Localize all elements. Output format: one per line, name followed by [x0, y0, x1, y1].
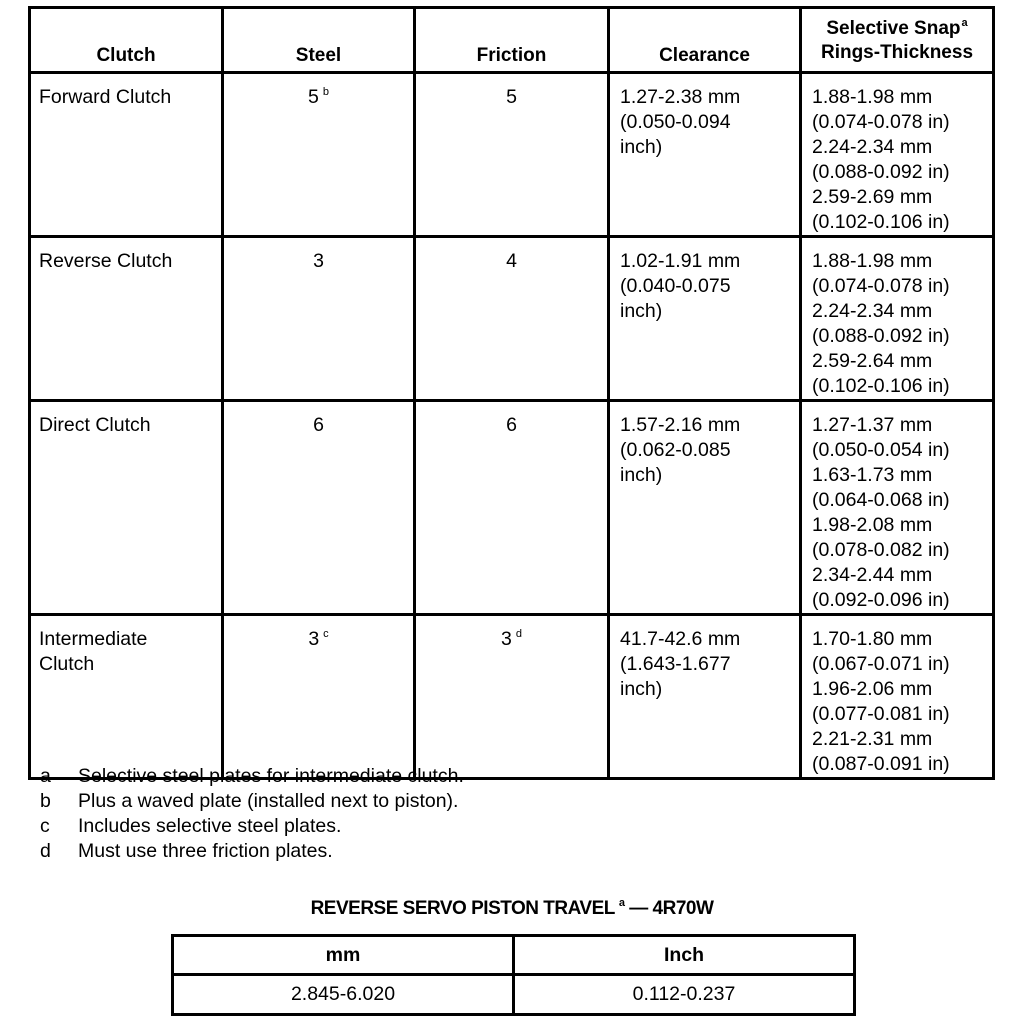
footnote-letter: d [40, 840, 51, 862]
snap-ring-line: 2.24-2.34 mm [812, 136, 933, 158]
header-clearance: Clearance [609, 8, 801, 73]
header-selective-snap-rings [801, 8, 994, 73]
servo-title-footnote-mark: a [618, 897, 625, 909]
snap-rings-cell [801, 237, 994, 401]
snap-ring-line: (0.088-0.092 in) [812, 325, 950, 347]
clutch-name: Intermediate [39, 628, 148, 650]
header-selective-line1: Selective Snap [826, 18, 961, 39]
clutch-name-cell [30, 73, 223, 237]
steel-footnote-mark: b [322, 86, 329, 98]
header-clutch: Clutch [30, 8, 223, 73]
footnote-letter: a [40, 765, 51, 787]
clearance-cell [609, 73, 801, 237]
servo-value-mm: 2.845-6.020 [173, 975, 514, 1015]
clearance-line: inch) [620, 464, 663, 486]
clearance-line: (0.040-0.075 [620, 275, 731, 297]
clearance-cell [609, 237, 801, 401]
header-friction: Friction [415, 8, 609, 73]
table-row [30, 401, 994, 615]
friction-count: 5 [506, 86, 517, 108]
friction-cell [415, 73, 609, 237]
clearance-line: inch) [620, 678, 663, 700]
snap-ring-line: 1.96-2.06 mm [812, 678, 933, 700]
servo-header-row [173, 936, 855, 975]
clearance-line: (1.643-1.677 [620, 653, 731, 675]
header-selective-line2: Rings-Thickness [820, 42, 974, 63]
table-row [30, 73, 994, 237]
clearance-cell [609, 615, 801, 779]
table-row [30, 237, 994, 401]
snap-ring-line: 1.63-1.73 mm [812, 464, 933, 486]
steel-cell [223, 615, 415, 779]
steel-count: 6 [313, 414, 324, 436]
clearance-line: (0.062-0.085 [620, 439, 731, 461]
friction-count: 4 [506, 250, 517, 272]
snap-ring-line: 1.27-1.37 mm [812, 414, 933, 436]
friction-cell [415, 615, 609, 779]
snap-ring-line: 1.88-1.98 mm [812, 250, 933, 272]
servo-value-inch: 0.112-0.237 [514, 975, 855, 1015]
table-row [30, 615, 994, 779]
snap-ring-line: 1.88-1.98 mm [812, 86, 933, 108]
friction-cell [415, 401, 609, 615]
clearance-line: 1.27-2.38 mm [620, 86, 741, 108]
friction-count: 3 [501, 628, 512, 650]
footnote-text: Plus a waved plate (installed next to piston). [78, 790, 459, 812]
header-selective-footnote-mark: a [961, 17, 968, 29]
snap-ring-line: (0.092-0.096 in) [812, 589, 950, 611]
snap-ring-line: (0.078-0.082 in) [812, 539, 950, 561]
header-mm: mm [173, 936, 514, 975]
snap-ring-line: (0.074-0.078 in) [812, 111, 950, 133]
footnote-letter: b [40, 790, 51, 812]
clearance-line: inch) [620, 136, 663, 158]
snap-ring-line: 2.21-2.31 mm [812, 728, 933, 750]
clutch-name: Forward Clutch [39, 86, 172, 108]
clearance-line: 1.57-2.16 mm [620, 414, 741, 436]
servo-table-title [0, 898, 1024, 920]
table-header-row [30, 8, 994, 73]
friction-footnote-mark: d [515, 628, 522, 640]
friction-cell [415, 237, 609, 401]
steel-cell [223, 237, 415, 401]
servo-title-suffix: — 4R70W [624, 898, 714, 919]
servo-value-row [173, 975, 855, 1015]
footnote-text: Includes selective steel plates. [78, 815, 342, 837]
snap-ring-line: 2.24-2.34 mm [812, 300, 933, 322]
steel-count: 3 [308, 628, 320, 650]
footnote-item [40, 789, 464, 814]
clearance-line: 41.7-42.6 mm [620, 628, 741, 650]
snap-ring-line: (0.067-0.071 in) [812, 653, 950, 675]
snap-ring-line: (0.077-0.081 in) [812, 703, 950, 725]
clearance-line: 1.02-1.91 mm [620, 250, 741, 272]
snap-ring-line: 1.70-1.80 mm [812, 628, 933, 650]
snap-ring-line: 2.34-2.44 mm [812, 564, 933, 586]
footnote-text: Must use three friction plates. [78, 840, 333, 862]
snap-ring-line: (0.087-0.091 in) [812, 753, 950, 775]
header-inch: Inch [514, 936, 855, 975]
footnote-item [40, 814, 464, 839]
footnote-item [40, 764, 464, 789]
clearance-line: (0.050-0.094 [620, 111, 731, 133]
steel-cell [223, 401, 415, 615]
clutch-name-line2: Clutch [39, 653, 95, 675]
footnotes-list [40, 764, 464, 864]
clearance-cell [609, 401, 801, 615]
clearance-line: inch) [620, 300, 663, 322]
snap-rings-cell [801, 401, 994, 615]
steel-count: 5 [308, 86, 319, 108]
clutch-name: Reverse Clutch [39, 250, 173, 272]
snap-ring-line: (0.102-0.106 in) [812, 211, 950, 233]
footnote-item [40, 839, 464, 864]
snap-rings-cell [801, 615, 994, 779]
snap-ring-line: 1.98-2.08 mm [812, 514, 933, 536]
snap-ring-line: (0.064-0.068 in) [812, 489, 950, 511]
clutch-name-cell [30, 237, 223, 401]
steel-footnote-mark: c [323, 628, 329, 640]
snap-ring-line: (0.088-0.092 in) [812, 161, 950, 183]
clutch-name-cell [30, 401, 223, 615]
clutch-name-cell [30, 615, 223, 779]
snap-ring-line: (0.050-0.054 in) [812, 439, 950, 461]
footnote-letter: c [40, 815, 50, 837]
snap-ring-line: (0.102-0.106 in) [812, 375, 950, 397]
snap-ring-line: 2.59-2.64 mm [812, 350, 933, 372]
clutch-name: Direct Clutch [39, 414, 151, 436]
header-steel: Steel [223, 8, 415, 73]
snap-ring-line: 2.59-2.69 mm [812, 186, 933, 208]
steel-count: 3 [313, 250, 324, 272]
snap-rings-cell [801, 73, 994, 237]
friction-count: 6 [506, 414, 517, 436]
steel-cell [223, 73, 415, 237]
clutch-specifications-table [28, 6, 995, 780]
snap-ring-line: (0.074-0.078 in) [812, 275, 950, 297]
servo-title-main: REVERSE SERVO PISTON TRAVEL [310, 898, 615, 919]
servo-travel-table [171, 934, 856, 1016]
footnote-text: Selective steel plates for intermediate clutch. [78, 765, 464, 787]
